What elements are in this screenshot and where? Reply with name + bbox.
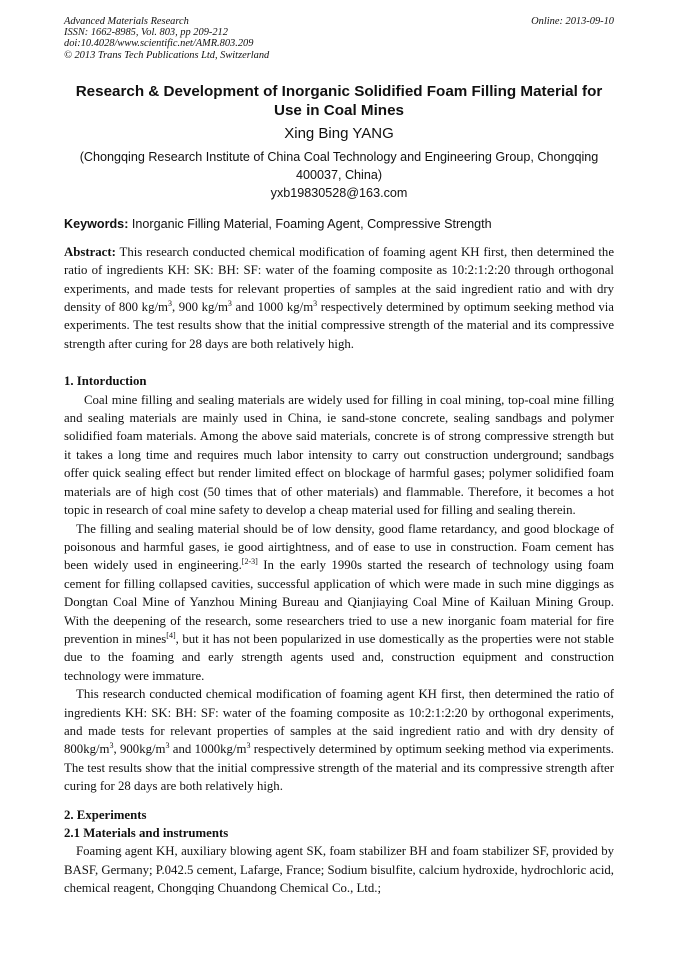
abstract-text-1: This research conducted chemical modification of foaming agent KH first, then determined the ratio of ingredients KH: SK: BH: SF: water of the foaming composite as 10:2:1:2:20 through orthogonal experiments, and made tests for relevant properties of samples at the said ingredient ratio and with dry density of 800 kg/m: [64, 244, 614, 315]
citation-4: [4]: [166, 630, 176, 640]
keywords: [64, 215, 614, 233]
intro-p2-text-3: , but it has not been popularized in use domestically as the properties were not stable due to the foaming and early strength agents used and, construction equipment and construction technology were immature.: [64, 631, 614, 683]
journal-header: [64, 16, 614, 61]
online-date: Online: 2013-09-10: [531, 16, 614, 27]
doi: doi:10.4028/www.scientific.net/AMR.803.209: [64, 38, 254, 50]
abstract-text-4: respectively determined by optimum seeking method via experiments. The test results show that the initial compressive strength of the material and its compressive strength after curing for 28 days are both relatively high.: [64, 300, 614, 351]
abstract-text-3: and 1000 kg/m: [231, 300, 314, 315]
journal-name: Advanced Materials Research: [64, 16, 189, 27]
intro-paragraph-2: [64, 520, 614, 686]
materials-paragraph: Foaming agent KH, auxiliary blowing agent SK, foam stabilizer BH and foam stabilizer SF, provided by BASF, Germany; P.042.5 cement, Lafarge, France; Sodium bisulfite, calcium hydroxide, hydrochloric acid, chemical reagent, Chongqing Chuandong Chemical Co., Ltd.;: [64, 844, 614, 896]
intro-p3-text-1: This research conducted chemical modification of foaming agent KH first, then determined the ratio of ingredients KH: SK: BH: SF: water of the foaming composite as 10:2:1:2:20 by orthogonal experiments, and made tests for relevant properties of samples at the said ingredient ratio and with dry density of 800kg/m: [64, 687, 614, 757]
intro-p3-sup-1: 3: [109, 741, 114, 751]
affiliation: (Chongqing Research Institute of China Coal Technology and Engineering Group, Chongqing 400037, China): [79, 149, 599, 182]
copyright: © 2013 Trans Tech Publications Ltd, Switzerland: [64, 49, 270, 61]
intro-p3-sup-2: 3: [165, 741, 170, 751]
intro-p3-text-4: respectively determined by optimum seeking method via experiments. The test results show that the initial compressive strength of the material and its compressive strength after curing for 28 days are both relatively high.: [64, 742, 614, 794]
abstract: [64, 243, 614, 353]
keywords-label: Keywords:: [64, 216, 129, 231]
intro-paragraph-3: [64, 685, 614, 795]
intro-p3-text-2: , 900kg/m: [113, 742, 166, 757]
issn: ISSN: 1662-8985, Vol. 803, pp 209-212: [64, 27, 228, 39]
abstract-sup-2: 3: [227, 299, 232, 309]
author-email: yxb19830528@163.com: [270, 185, 408, 200]
abstract-sup-3: 3: [313, 299, 318, 309]
abstract-sup-1: 3: [167, 299, 172, 309]
paper-page: [64, 16, 614, 898]
section-heading-introduction: 1. Intorduction: [64, 374, 147, 389]
intro-p2-text-2: In the early 1990s started the research of technology using foam cement for filling collapsed cavities, successful application of which were made in such mine diggings as Dongtan Coal Mine of Yanzhou Mining Bureau and Qianjiaying Coal Mine of Kailuan Mining Group. With the deepening of the research, some researchers tried to use a new inorganic foam material for fire prevention in mines: [64, 558, 615, 646]
paper-title: Research & Development of Inorganic Solidified Foam Filling Material for Use in Coal Mines: [75, 82, 603, 119]
abstract-label: Abstract:: [64, 244, 116, 259]
author: Xing Bing YANG: [284, 124, 394, 142]
keywords-text: Inorganic Filling Material, Foaming Agent, Compressive Strength: [131, 216, 492, 231]
intro-paragraph-1: Coal mine filling and sealing materials are widely used for filling in coal mining, top-coal mine filling and sealing materials are mainly used in China, ie sand-stone concrete, sealing sandbags and polymer solidified foam materials. Among the above said materials, concrete is of strong compressive strength but it takes a long time and requires much labor intensity to carry out construction underground; sandbags offer quick sealing effect but render limited effect on blockage of harmful gases; polymer solidified foam materials are of high cost (50 times that of other materials) and flammable. Therefore, it becomes a hot topic in research of coal mine safety to develop a cheap material used for filling and sealing therein.: [64, 392, 614, 518]
intro-p2-text-1: The filling and sealing material should be of low density, good flame retardancy, and good blockage of poisonous and harmful gases, ie good airtightness, and of ease to use in construction. Foam cement has been widely used in engineering.: [64, 521, 614, 573]
subsection-heading-materials: 2.1 Materials and instruments: [64, 826, 229, 840]
section-heading-experiments: 2. Experiments: [64, 807, 147, 822]
citation-2-3: [2-3]: [241, 557, 258, 567]
abstract-text-2: , 900 kg/m: [171, 300, 228, 315]
intro-p3-sup-3: 3: [246, 741, 251, 751]
intro-p3-text-3: and 1000kg/m: [169, 742, 247, 757]
